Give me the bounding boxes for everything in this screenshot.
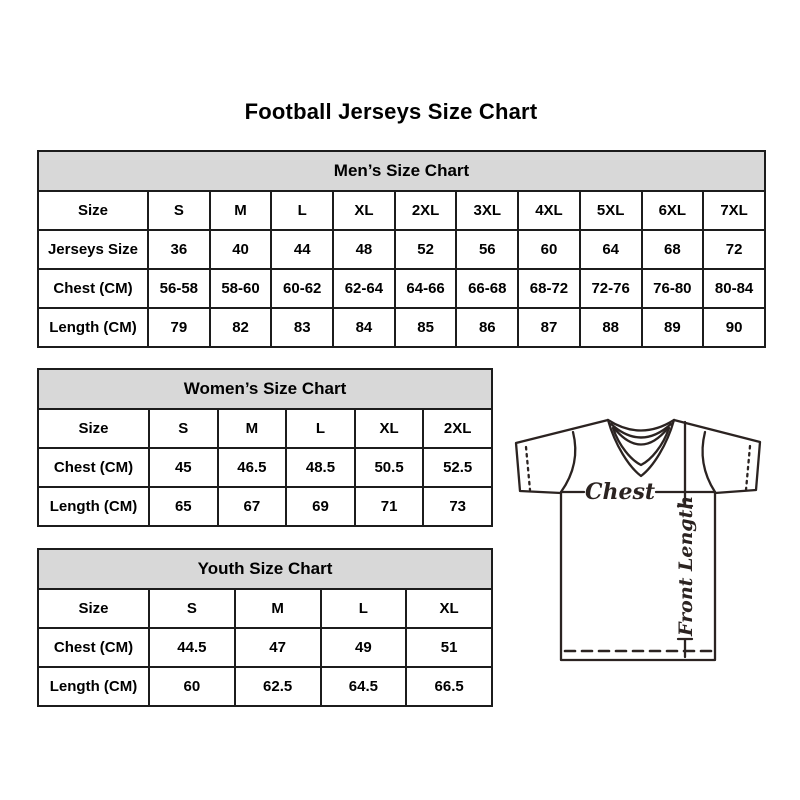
table-row [38,230,765,269]
table-row [38,269,765,308]
row-label-cell: Chest (CM) [38,269,148,308]
value-cell: 89 [642,308,704,347]
value-cell: L [271,191,333,230]
value-cell: 46.5 [218,448,287,487]
value-cell: 62.5 [235,667,321,706]
row-label-cell: Size [38,191,148,230]
value-cell: 60 [149,667,235,706]
value-cell: 52.5 [423,448,492,487]
table-row [38,191,765,230]
value-cell: 50.5 [355,448,424,487]
value-cell: 68-72 [518,269,580,308]
value-cell: 64.5 [321,667,407,706]
value-cell: 83 [271,308,333,347]
value-cell: 65 [149,487,218,526]
value-cell: 48.5 [286,448,355,487]
table-row [38,308,765,347]
value-cell: 79 [148,308,210,347]
value-cell: 49 [321,628,407,667]
table-header-row [38,369,492,409]
value-cell: 84 [333,308,395,347]
value-cell: 85 [395,308,457,347]
row-label-cell: Length (CM) [38,487,149,526]
value-cell: XL [333,191,395,230]
value-cell: 88 [580,308,642,347]
table-row [38,628,492,667]
row-label-cell: Length (CM) [38,667,149,706]
front-length-label: Front Length [675,495,697,636]
jersey-collar-inner-v [613,428,669,465]
youth-table-title: Youth Size Chart [38,549,492,589]
jersey-right-cuff-dashed-line [746,446,750,490]
value-cell: S [148,191,210,230]
jersey-left-cuff-dashed-line [526,447,530,490]
value-cell: 73 [423,487,492,526]
value-cell: 44.5 [149,628,235,667]
value-cell: L [321,589,407,628]
value-cell: 86 [456,308,518,347]
value-cell: 56 [456,230,518,269]
value-cell: 40 [210,230,272,269]
value-cell: 87 [518,308,580,347]
value-cell: 51 [406,628,492,667]
value-cell: 90 [703,308,765,347]
value-cell: 67 [218,487,287,526]
value-cell: 66.5 [406,667,492,706]
row-label-cell: Jerseys Size [38,230,148,269]
value-cell: 68 [642,230,704,269]
value-cell: XL [406,589,492,628]
table-row [38,409,492,448]
jersey-measurement-diagram [500,398,780,688]
table-row [38,448,492,487]
value-cell: 71 [355,487,424,526]
jersey-left-armhole-seam [561,432,575,492]
value-cell: 58-60 [210,269,272,308]
value-cell: 64 [580,230,642,269]
mens-size-table [37,150,766,348]
value-cell: M [210,191,272,230]
value-cell: 72-76 [580,269,642,308]
value-cell: 66-68 [456,269,518,308]
value-cell: 69 [286,487,355,526]
table-header-row [38,549,492,589]
value-cell: XL [355,409,424,448]
value-cell: 60-62 [271,269,333,308]
row-label-cell: Size [38,589,149,628]
value-cell: 2XL [395,191,457,230]
chest-label: Chest [584,479,656,505]
value-cell: S [149,589,235,628]
value-cell: 45 [149,448,218,487]
value-cell: 4XL [518,191,580,230]
row-label-cell: Chest (CM) [38,448,149,487]
jersey-right-armhole-seam [703,432,715,492]
value-cell: 60 [518,230,580,269]
row-label-cell: Chest (CM) [38,628,149,667]
table-row [38,589,492,628]
value-cell: 56-58 [148,269,210,308]
value-cell: 64-66 [395,269,457,308]
value-cell: L [286,409,355,448]
value-cell: M [235,589,321,628]
table-header-row [38,151,765,191]
value-cell: 76-80 [642,269,704,308]
row-label-cell: Size [38,409,149,448]
womens-size-table [37,368,493,527]
value-cell: 7XL [703,191,765,230]
youth-size-table [37,548,493,707]
value-cell: 62-64 [333,269,395,308]
table-row [38,667,492,706]
women-table-title: Women’s Size Chart [38,369,492,409]
value-cell: 47 [235,628,321,667]
value-cell: 44 [271,230,333,269]
value-cell: 72 [703,230,765,269]
value-cell: 36 [148,230,210,269]
value-cell: 2XL [423,409,492,448]
value-cell: 52 [395,230,457,269]
value-cell: S [149,409,218,448]
table-row [38,487,492,526]
row-label-cell: Length (CM) [38,308,148,347]
value-cell: 3XL [456,191,518,230]
value-cell: M [218,409,287,448]
men-table-title: Men’s Size Chart [38,151,765,191]
value-cell: 80-84 [703,269,765,308]
value-cell: 6XL [642,191,704,230]
value-cell: 48 [333,230,395,269]
page-title: Football Jerseys Size Chart [244,99,538,124]
value-cell: 82 [210,308,272,347]
value-cell: 5XL [580,191,642,230]
